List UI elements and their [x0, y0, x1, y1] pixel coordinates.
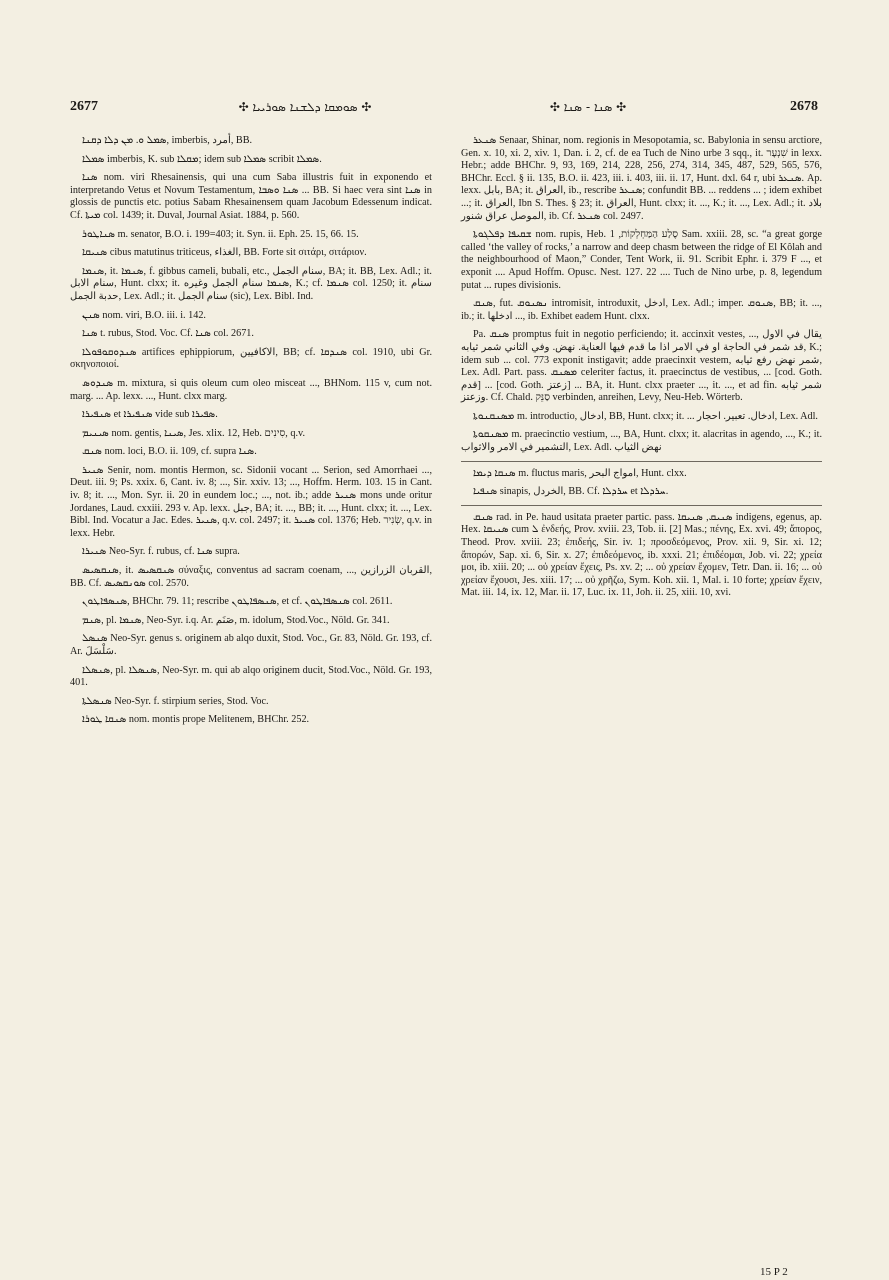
left-running-title: ✣ ܣܘܡܩܐ ܕܠܫܢܐ ܣܘܪܝܝܐ ✣: [238, 100, 372, 114]
dictionary-entry: ܣܢܦܝܐ sinapis, الخردل, BB. Cf. ܚܪܕܠܐ et ܚܪܕܠܐ.: [473, 486, 669, 498]
dictionary-entry: ܣܢܩ, fut. ܢܣܢܘܩ intromisit, introduxit, ادخل, Lex. Adl.; imper. ܣܢܘܩ, BB; it. ..., ib.; it. ادخلها ..., ib. Exhibet eadem Hunt. clxx.: [461, 298, 822, 322]
dictionary-entry: Pa. ܣܢܩ promptus fuit in negotio perficiendo; it. accinxit vestes, ..., يقال في الاول قد شمر في الحاجة او في الامر اذا ما قدم فيها العناية. نهض. وفي الثاني شمر ثيابه, K.; idem sub ... col. 773 exponit instigavit; adde praecinxit vestem, شمر نهض رفع ثيابه, Lex. Adl. Part. pass. ܡܣܢܩ celeriter factus, it. praecinctus de vestibus, ... [cod. Goth. قدم] ... [cod. Goth. زعتز] ... BA, it. Hunt. clxx praeter ..., it. ..., et ad fin. شمر ثيابه وزعتز. Cf. Chald. סַנֵּק verbinden, anreihen, Levy, Neu-Heb. Wörterb.: [461, 329, 823, 404]
left-page-number: 2677: [70, 99, 98, 114]
dictionary-entry: ܣܢܕܘܩܘܦܘܠܐ artifices ephippiorum, الاكافيين, BB; cf. ܣܢܕܩܐ col. 1910, ubi Gr. σκηνοποιοί.: [70, 346, 432, 371]
dictionary-entry: ܣܢܕܘܣ m. mixtura, si quis oleum cum oleo misceat ..., BHNom. 115 v, cum not. marg. ... Ap. lexx. ..., Hunt. clxx marg.: [70, 377, 432, 402]
dictionary-entry: ܣܢܩܐ ܛܘܪܐ nom. montis prope Melitenem, BHChr. 252.: [82, 714, 310, 726]
dictionary-entry: ܣܡܠ ܘ. ܡܢ ܕܠܐ ܕܩܢܐ, imberbis, أمرد, BB.: [82, 135, 253, 146]
dictionary-entry: ܣܢܐܛܘܪ m. senator, B.O. i. 199=403; it. Syn. ii. Eph. 25. 15, 66. 15.: [82, 228, 359, 240]
printer-signature: 15 P 2: [760, 1266, 788, 1278]
right-page-number: 2678: [790, 99, 818, 114]
dictionary-entry: ܣܢܐ t. rubus, Stod. Voc. Cf. ܣܢܐ col. 2671.: [82, 328, 254, 340]
section-divider: [461, 461, 822, 462]
dictionary-entry: ܣܢܝܪ Senir, nom. montis Hermon, sc. Sidonii vocant ... Serion, sed Amorrhaei ..., Deut. iii. 9; Ps. xxix. 6, Cant. iv. 8; ..., Sir. xxiv. 13; ..., Hoffm. Herm. 103. 15 in Cant. iv. 8; it. ..., Mon. Syr. ii. 20 in eundem loc.; ..., not. ib.; adde ܣܢܝܪ mons unde oritur Jordanes, Laud. cxxiii. 293 v. Ap. lexx. جبل, BA; it. ..., BB; it. ..., Hunt. clxx; it. ..., Lex. Bibl. Ind. Vocatur a Jac. Edes. ܣܢܝܪ, q.v. col. 2497; it. ܣܢܝܪ col. 1376; Heb. שְׂנִיר, q.v. in lexx. Hebr.: [70, 464, 433, 539]
dictionary-entry: ܣܢܩ rad. in Pe. haud usitata praeter partic. pass. ܣܢܝܩ, ܣܢܝܩܐ indigens, egenus, ap. Hex. ܣܢܝܩܐ cum ܠ ἐνδεής, Prov. xviii. 23, Tob. ii. [2] Mas.; πένης, Ex. xvi. 49; ἄπορος, Theod. Prov. xviii. 23; ἐπιδεής, Sir. iv. 1; προσδεόμενος, Prov. xii. 9, Sir. xi. 12; ἄπορών, Sap. xi. 6, Sir. x. 27; ἐπιδεόμενος, ib. xxxi. 21; ἐπιδέομαι, Job. vi. 22; χρεία μοι, ib. xiii. 20; ... οὐ χρείαν ἔχεις, Ps. xv. 2; ... οὐ χρείαν ἔχομεν, Tetr. Dan. ii. 16; ... οὐ χρείαν ἔχουσι, Jes. xiii. 17; ... οὐ χρῆζω, Sym. Koh. xii. 1, Mal. i. 10 forte; χρείαν ἔχειν, Mat. iii. 14, ix. 12, Mar. ii. 17, Luc. ix. 11, Joh. ii. 25, xiii. 10, xvi.: [461, 511, 822, 599]
left-column: [70, 135, 432, 733]
dictionary-entry: ܣܢܣܠܐ, pl. ܣܢܣܠܐ, Neo-Syr. m. qui ab alqo originem ducit, Stod.Voc., Nöld. Gr. 193, 401.: [70, 664, 432, 689]
dictionary-entry: ܣܢܝܩܐ cibus matutinus triticeus, الغذاء, BB. Forte sit σιτάρι, σιτάριον.: [82, 247, 367, 259]
dictionary-entry: ܣܢܣܠܬܐ Neo-Syr. f. stirpium series, Stod. Voc.: [82, 695, 269, 707]
dictionary-entry: ܣܢܢ nom. viri, B.O. iii. i. 142.: [82, 309, 206, 321]
right-running-title: ✣ ܣܢܐ - ܣܢܐ ✣: [549, 100, 627, 114]
dictionary-entry: ܣܡܠܐ imberbis, K. sub ܡܩܠܐ; idem sub ܣܡܠܐ scribit ܣܡܠܐ.: [82, 153, 322, 165]
dictionary-entry: ܣܢܡܐ, it. ܣܢܡܐ, f. gibbus cameli, bubali, etc., سنام الجمل, BA; it. BB, Lex. Adl.; it. سنام الابل, Hunt. clxx; it. ܣܢܡܐ سنام الجمل وغيره, K.; cf. ܣܢܡܐ col. 1250; it. سنام حدبة الجمل, Lex. Adl.; it. سنام الجمل (sic), Lex. Bibl. Ind.: [70, 265, 433, 302]
dictionary-entry: ܣܝܢܝܡ nom. gentis, ܣܝܢܐ, Jes. xlix. 12, Heb. סִינִים, q.v.: [82, 427, 306, 439]
right-column: [461, 135, 822, 606]
dictionary-entry: ܣܢܩܣܝܣ, it. ܣܢܩܣܝܣ σύναξις, conventus ad sacram coenam, ..., القربان الزرازين, BB. Cf. ܣܘܢܩܣܝܣ col. 2570.: [70, 565, 432, 589]
section-divider: [461, 505, 822, 506]
dictionary-entry: ܣܢܥܪ Senaar, Shinar, nom. regionis in Mesopotamia, sc. Babylonia in sensu arctiore, Gen. x. 10, xi. 2, xiv. 1, Dan. i. 2, cf. de ea Tuch de Nino urbe 3 sqq., it. שִׁנְעָר in lexx. Hebr.; adde BHChr. 9, 93, 169, 214, 228, 256, 274, 314, 345, 487, 529, 565, 576, BHChr. Eccl. § ii. 135, B.O. ii. 423, iii. i. 403, iii. ii. 17, Hunt. dxl. 64 r, ubi ܣܢܥܪ. Ap. lexx. بابل, BA; it. العراق, ib., rescribe ܣܢܥܪ; confundit BB. ... reddens ... ; idem exhibet ...; it. العراق, Ibn S. Thes. § 23; it. العراق, Hunt. clxx; it. ..., K.; it. ..., Lex. Adl.; it. بلاد الموصل عراق شنور, ib. Cf. ܣܢܥܪ col. 2497.: [461, 135, 823, 222]
dictionary-entry: ܡܣܢܩܢܘܬܐ m. introductio, ادخال, BB, Hunt. clxx; it. ... ادخال. تعبير. احجار, Lex. Adl.: [473, 410, 818, 422]
dictionary-entry: ܣܢܦܝܪܐ et ܣܢܦܝܪܐ vide sub ܣܦܝܪܐ.: [82, 409, 218, 421]
dictionary-entry: ܣܢܣܠ Neo-Syr. genus s. originem ab alqo duxit, Stod. Voc., Gr. 83, Nöld. Gr. 193, cf. Ar. سَلْسَلَ.: [70, 633, 432, 657]
dictionary-entry: ܫܩܝܦܐ ܕܦܠܓܘܬܐ nom. rupis, Heb. סֶלַע הַמַּחְלְקוֹת, 1 Sam. xxiii. 28, sc. “a great gorge called ‘the valley of rocks,’ a narrow and deep chasm between the ridge of El Kôlah and the neighbourhood of Maon,” Conder, Tent Work, ii. 91. Scribit Ephr. i. 379 F ..., et exponit .... Apud Hoffm. Opusc. Nest. 127. 22 .... Tuch de Nino urbe, p. 8, legendum putat ... rupes divisionis.: [461, 229, 822, 291]
dictionary-entry: ܣܢܩܐ ܕܝܡܐ m. fluctus maris, امواج البحر, Hunt. clxx.: [473, 467, 687, 479]
dictionary-entry: ܡܣܢܩܘܬܐ m. praecinctio vestium, ..., BA, Hunt. clxx; it. alacritas in agendo, ..., K.; it. التشمير في الامر والاثواب, Lex. Adl. نهض الثياب: [461, 429, 822, 454]
dictionary-entry: ܣܢܝܪܐ Neo-Syr. f. rubus, cf. ܣܢܐ supra.: [82, 546, 240, 558]
dictionary-entry: ܣܢܐ nom. viri Rhesainensis, qui una cum Saba illustris fuit in exponendo et interpretando Vetus et Novum Testamentum, ܣܢܐ ܘܣܒܐ ... BB. Si haec vera sint ܣܢܐ in glossis de punctis etc. potius Sabam Rhesainensem quam Jacobum Edessenum indicat. Cf. ܡܝܬܐ col. 1439; it. Duval, Journal Asiat. 1884, p. 560.: [70, 172, 432, 221]
dictionary-entry: ܣܢܡ, pl. ܣܢܡܐ, Neo-Syr. i.q. Ar. صَنَم, m. idolum, Stod.Voc., Nöld. Gr. 341.: [82, 614, 390, 626]
dictionary-entry: ܣܢܩ nom. loci, B.O. ii. 109, cf. supra ܣܢܐ.: [82, 446, 257, 458]
dictionary-entry: ܣܢܣܦܐܛܘܢ, BHChr. 79. 11; rescribe ܣܢܣܦܐܛܘܢ, et cf. ܣܢܣܦܐܛܘܢ col. 2611.: [82, 596, 393, 608]
